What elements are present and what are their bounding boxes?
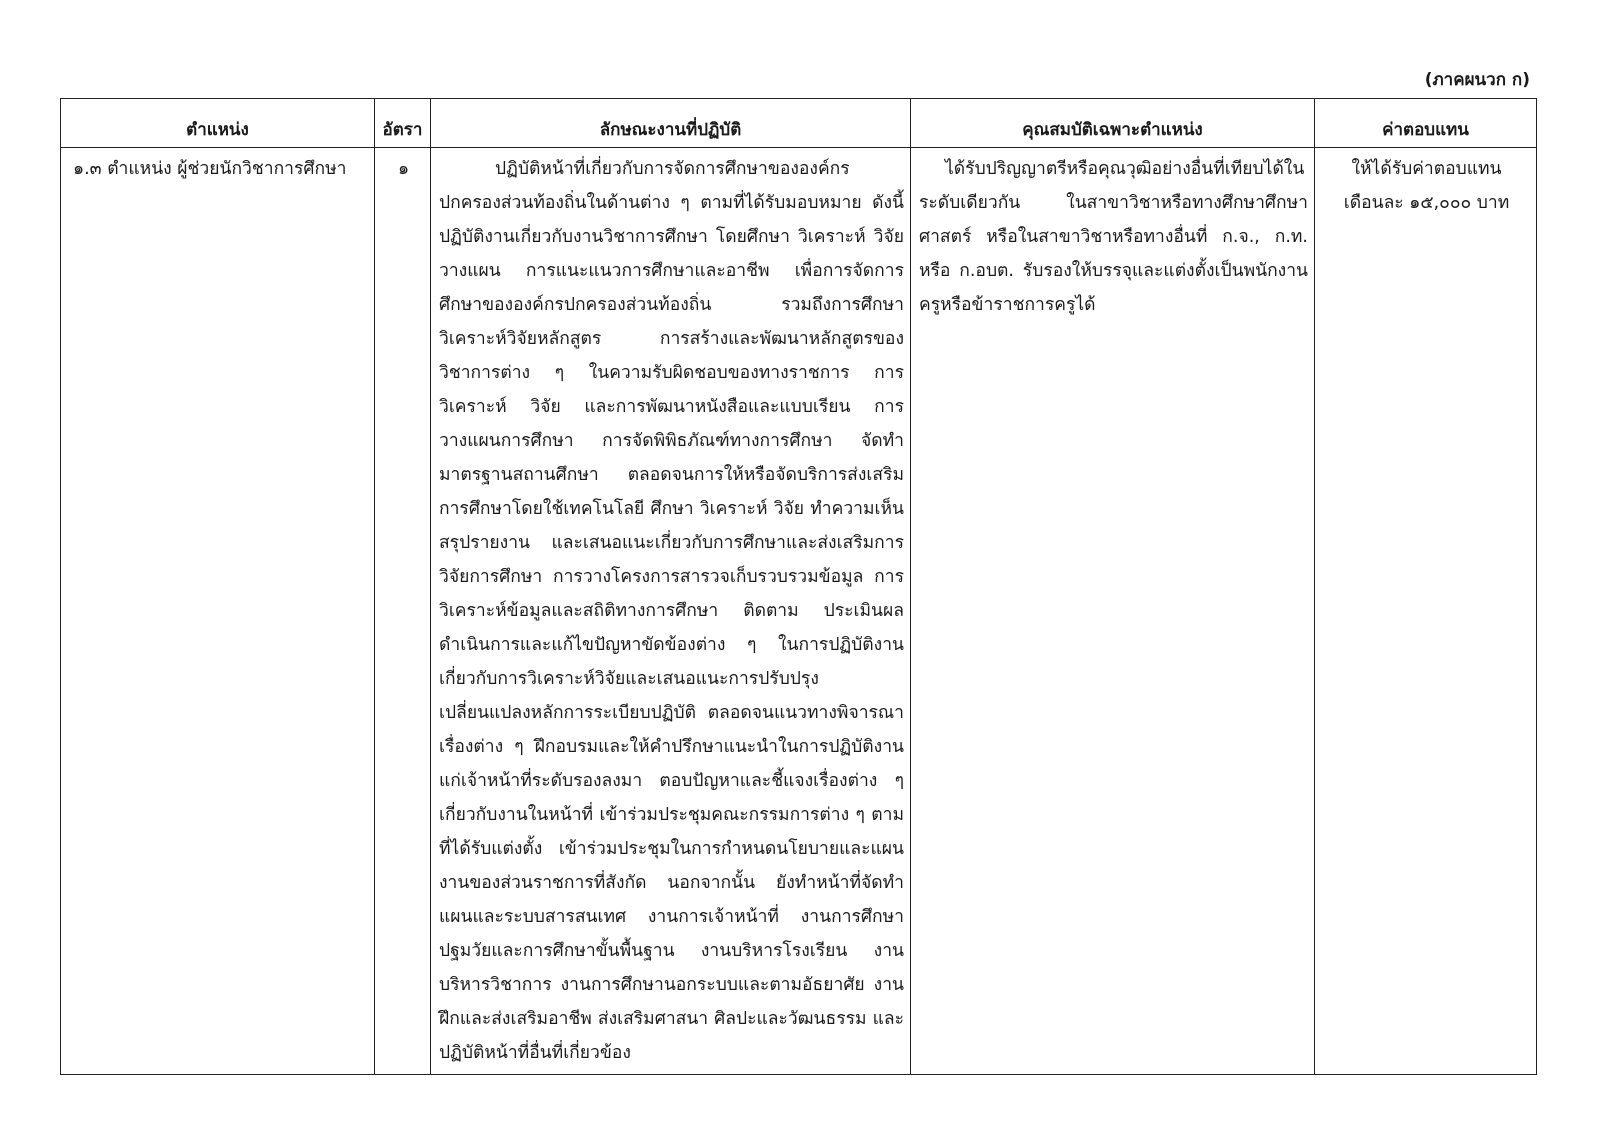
table-row bbox=[61, 148, 1537, 1075]
qualifications-cell: ได้รับปริญญาตรีหรือคุณวุฒิอย่างอื่นที่เทียบได้ในระดับเดียวกัน ในสาขาวิชาหรือทางศึกษาศึกษาศาสตร์ หรือในสาขาวิชาหรือทางอื่นที่ ก.จ., ก.ท. หรือ ก.อบต. รับรองให้บรรจุและแต่งตั้งเป็นพนักงานครูหรือข้าราชการครูได้ bbox=[911, 148, 1315, 1075]
duties-cell: ปฏิบัติหน้าที่เกี่ยวกับการจัดการศึกษาขององค์กรปกครองส่วนท้องถิ่นในด้านต่าง ๆ ตามที่ได้รับมอบหมาย ดังนี้ ปฏิบัติงานเกี่ยวกับงานวิชาการศึกษา โดยศึกษา วิเคราะห์ วิจัย วางแผน การแนะแนวการศึกษาและอาชีพ เพื่อการจัดการศึกษาขององค์กรปกครองส่วนท้องถิ่น รวมถึงการศึกษาวิเคราะห์วิจัยหลักสูตร การสร้างและพัฒนาหลักสูตรของวิชาการต่าง ๆ ในความรับผิดชอบของทางราชการ การวิเคราะห์ วิจัย และการพัฒนาหนังสือและแบบเรียน การวางแผนการศึกษา การจัดพิพิธภัณฑ์ทางการศึกษา จัดทำมาตรฐานสถานศึกษา ตลอดจนการให้หรือจัดบริการส่งเสริมการศึกษาโดยใช้เทคโนโลยี ศึกษา วิเคราะห์ วิจัย ทำความเห็นสรุปรายงาน และเสนอแนะเกี่ยวกับการศึกษาและส่งเสริมการวิจัยการศึกษา การวางโครงการสารวจเก็บรวบรวมข้อมูล การวิเคราะห์ข้อมูลและสถิติทางการศึกษา ติดตาม ประเมินผล ดำเนินการและแก้ไขปัญหาขัดข้องต่าง ๆ ในการปฏิบัติงานเกี่ยวกับการวิเคราะห์วิจัยและเสนอแนะการปรับปรุง เปลี่ยนแปลงหลักการระเบียบปฏิบัติ ตลอดจนแนวทางพิจารณาเรื่องต่าง ๆ ฝึกอบรมและให้คำปรึกษาแนะนำในการปฏิบัติงานแก่เจ้าหน้าที่ระดับรองลงมา ตอบปัญหาและชี้แจงเรื่องต่าง ๆ เกี่ยวกับงานในหน้าที่ เข้าร่วมประชุมคณะกรรมการต่าง ๆ ตามที่ได้รับแต่งตั้ง เข้าร่วมประชุมในการกำหนดนโยบายและแผนงานของส่วนราชการที่สังกัด นอกจากนั้น ยังทำหน้าที่จัดทำแผนและระบบสารสนเทศ งานการเจ้าหน้าที่ งานการศึกษาปฐมวัยและการศึกษาขั้นพื้นฐาน งานบริหารโรงเรียน งานบริหารวิชาการ งานการศึกษานอกระบบและตามอัธยาศัย งานฝึกและส่งเสริมอาชีพ ส่งเสริมศาสนา ศิลปะและวัฒนธรรม และปฏิบัติหน้าที่อื่นที่เกี่ยวข้อง bbox=[431, 148, 911, 1075]
header-duties: ลักษณะงานที่ปฏิบัติ bbox=[431, 99, 911, 148]
header-qualifications: คุณสมบัติเฉพาะตำแหน่ง bbox=[911, 99, 1315, 148]
position-table bbox=[60, 98, 1537, 1075]
header-compensation: ค่าตอบแทน bbox=[1315, 99, 1537, 148]
header-rate: อัตรา bbox=[375, 99, 431, 148]
compensation-cell bbox=[1315, 148, 1537, 1075]
appendix-label: (ภาคผนวก ก) bbox=[1424, 70, 1530, 90]
compensation-line-1: ให้ได้รับค่าตอบแทน bbox=[1351, 159, 1502, 179]
table-header-row bbox=[61, 99, 1537, 148]
position-cell: ๑.๓ ตำแหน่ง ผู้ช่วยนักวิชาการศึกษา bbox=[61, 148, 375, 1075]
rate-cell: ๑ bbox=[375, 148, 431, 1075]
header-position: ตำแหน่ง bbox=[61, 99, 375, 148]
compensation-line-2: เดือนละ ๑๕,๐๐๐ บาท bbox=[1343, 193, 1510, 213]
